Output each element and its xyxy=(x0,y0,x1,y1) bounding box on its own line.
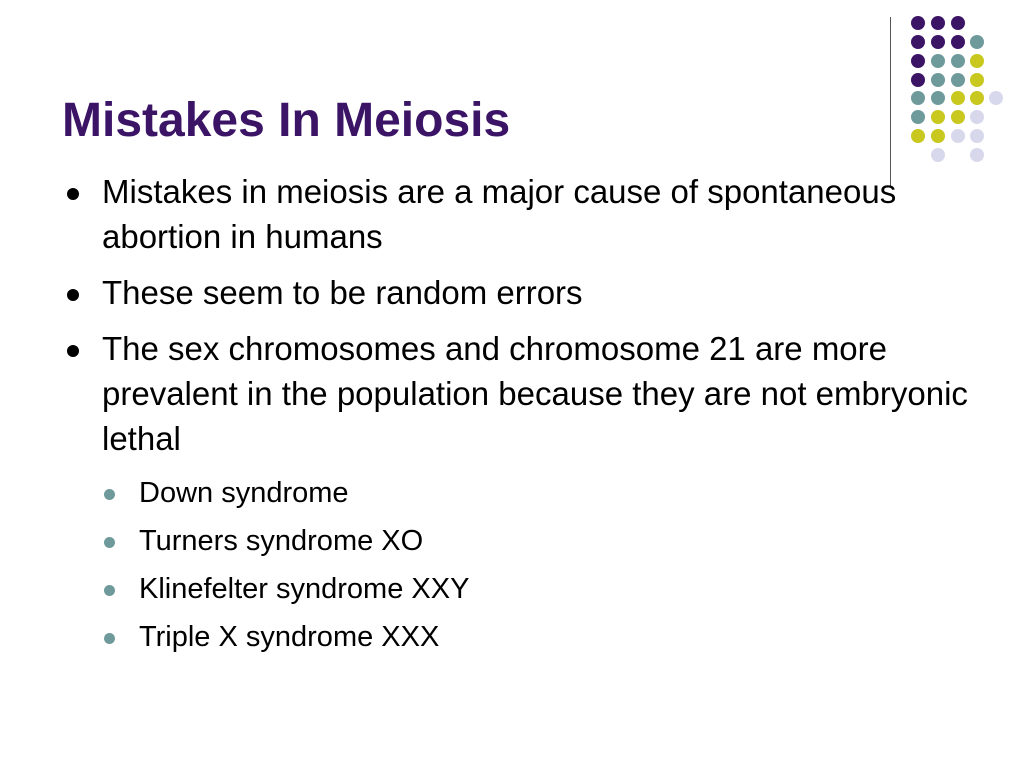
bullet-dot-icon xyxy=(67,289,79,301)
decorative-dot xyxy=(970,54,984,68)
decorative-dot xyxy=(951,129,965,143)
bullet-item xyxy=(62,270,992,315)
decorative-dot xyxy=(951,91,965,105)
sub-bullet-dot-icon xyxy=(104,633,115,644)
decorative-dot xyxy=(951,54,965,68)
decorative-dot xyxy=(970,129,984,143)
vertical-divider xyxy=(890,17,891,187)
decorative-dot xyxy=(931,91,945,105)
decorative-dot xyxy=(970,91,984,105)
decorative-dot xyxy=(931,35,945,49)
decorative-dot xyxy=(931,129,945,143)
decorative-dot xyxy=(931,110,945,124)
bullet-dot-icon xyxy=(67,188,79,200)
sub-bullet-item xyxy=(102,473,469,513)
bullet-text: These seem to be random errors xyxy=(102,274,583,311)
decorative-dot xyxy=(911,73,925,87)
sub-bullet-item xyxy=(102,521,469,561)
decorative-dot xyxy=(970,73,984,87)
sub-bullet-dot-icon xyxy=(104,489,115,500)
decorative-dot xyxy=(951,35,965,49)
decorative-dot xyxy=(911,129,925,143)
decorative-dot xyxy=(989,91,1003,105)
decorative-dot xyxy=(970,148,984,162)
decorative-dot xyxy=(931,73,945,87)
sub-bullet-dot-icon xyxy=(104,537,115,548)
bullet-item xyxy=(62,326,992,461)
decorative-dot xyxy=(970,35,984,49)
decorative-dot xyxy=(931,148,945,162)
decorative-dot xyxy=(911,110,925,124)
sub-bullet-text: Klinefelter syndrome XXY xyxy=(139,573,470,605)
bullet-list xyxy=(62,169,992,472)
bullet-dot-icon xyxy=(67,345,79,357)
decorative-dot xyxy=(931,16,945,30)
bullet-text: Mistakes in meiosis are a major cause of spontaneous abortion in humans xyxy=(102,173,897,255)
sub-bullet-dot-icon xyxy=(104,585,115,596)
decorative-dot xyxy=(951,110,965,124)
decorative-dot xyxy=(951,73,965,87)
slide-title: Mistakes In Meiosis xyxy=(62,94,511,147)
sub-bullet-item xyxy=(102,617,469,657)
decorative-dot xyxy=(931,54,945,68)
sub-bullet-text: Turners syndrome XO xyxy=(139,525,424,557)
decorative-dot xyxy=(970,110,984,124)
decorative-dot xyxy=(951,16,965,30)
decorative-dot xyxy=(911,35,925,49)
sub-bullet-text: Down syndrome xyxy=(139,477,349,509)
sub-bullet-text: Triple X syndrome XXX xyxy=(139,621,440,653)
sub-bullet-list xyxy=(102,473,469,665)
decorative-dot xyxy=(911,16,925,30)
bullet-text: The sex chromosomes and chromosome 21 are more prevalent in the population because they are not embryonic lethal xyxy=(102,330,968,457)
sub-bullet-item xyxy=(102,569,469,609)
decorative-dot xyxy=(911,54,925,68)
bullet-item xyxy=(62,169,992,259)
decorative-dot xyxy=(911,91,925,105)
